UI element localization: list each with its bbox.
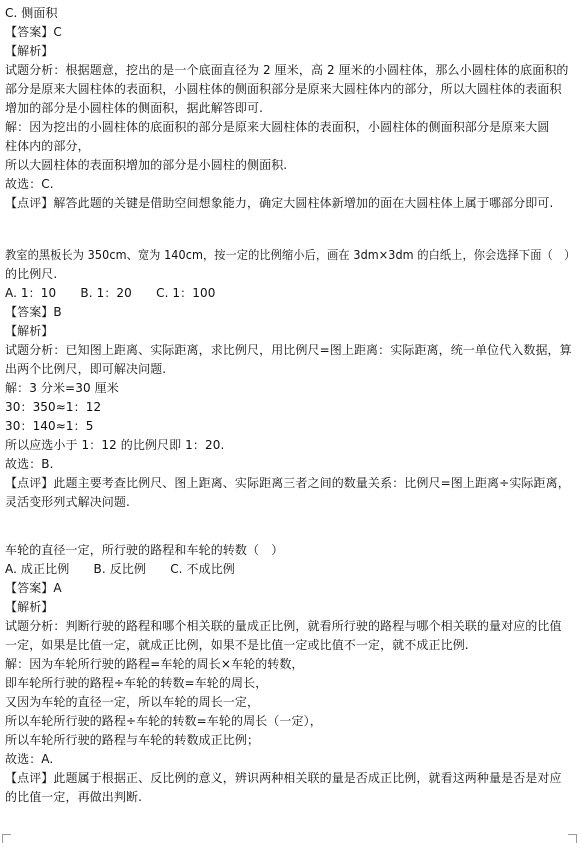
answer-3: 【答案】A [5, 581, 62, 595]
question-2-line: 教室的黑板长为 350cm、宽为 140cm，按一定的比例缩小后，画在 3dm×3dm 的白纸上，你会选择下面（ ） [5, 248, 576, 262]
solution-1-line: 柱体内的部分， [5, 139, 90, 153]
solution-3-line: 即车轮所行驶的路程÷车轮的转数=车轮的周长， [5, 676, 268, 690]
answer-1: 【答案】C [5, 25, 62, 39]
solution-3-line: 解：因为车轮所行驶的路程=车轮的周长×车轮的转数， [5, 657, 304, 671]
solution-1-line: 所以大圆柱体的表面积增加的部分是小圆柱的侧面积. [5, 158, 288, 172]
solution-2-line: 解：3 分米=30 厘米 [5, 381, 119, 395]
comment-1: 【点评】解答此题的关键是借助空间想象能力，确定大圆柱体新增加的面在大圆柱体上属于哪部分即可. [5, 196, 554, 210]
solution-1-line: 解：因为挖出的小圆柱体的底面积的部分是原来大圆柱体的表面积，小圆柱体的侧面积部分是原来大圆 [5, 120, 550, 134]
analysis-header-2: 【解析】 [5, 324, 54, 338]
analysis-3-line: 试题分析：判断行驶的路程和哪个相关联的量成正比例，就看所行驶的路程与哪个相关联的量对应的比值 [5, 619, 562, 633]
question-3: 车轮的直径一定，所行驶的路程和车轮的转数（ ） [5, 543, 284, 557]
comment-2-line: 灵活变形列式解决问题. [5, 495, 130, 509]
analysis-1-line: 部分是原来大圆柱体的表面积，小圆柱体的侧面积部分是原来大圆柱体内的部分，所以大圆柱体的表面积 [5, 82, 562, 96]
solution-2-line: 30：140≈1：5 [5, 419, 94, 433]
solution-3-line: 所以车轮所行驶的路程与车轮的转数成正比例； [5, 733, 260, 747]
analysis-header-1: 【解析】 [5, 44, 54, 58]
choose-2: 故选：B. [5, 457, 54, 471]
answer-2: 【答案】B [5, 305, 62, 319]
option-c: C. 侧面积 [5, 6, 58, 20]
corner-mark-right [568, 834, 577, 843]
solution-2-line: 所以应选小于 1：12 的比例尺即 1：20. [5, 438, 225, 452]
solution-2-line: 30：350≈1：12 [5, 400, 102, 414]
analysis-3-line: 一定，如果是比值一定，就成正比例，如果不是比值一定或比值不一定，就不成正比例. [5, 638, 469, 652]
solution-3-line: 又因为车轮的直径一定，所以车轮的周长一定， [5, 695, 260, 709]
options-3: A. 成正比例 B. 反比例 C. 不成比例 [5, 562, 235, 576]
analysis-1-line: 试题分析：根据题意，挖出的是一个底面直径为 2 厘米，高 2 厘米的小圆柱体，那么小圆柱体的底面积的 [5, 63, 569, 77]
analysis-2-line: 出两个比例尺，即可解决问题. [5, 362, 167, 376]
comment-3-line: 【点评】此题属于根据正、反比例的意义，辨识两种相关联的量是否成正比例，就看这两种量是否是对应 [5, 771, 562, 785]
comment-2-line: 【点评】此题主要考查比例尺、图上距离、实际距离三者之间的数量关系：比例尺=图上距离÷实际距离， [5, 476, 570, 490]
comment-3-line: 的比值一定，再做出判断. [5, 790, 143, 804]
analysis-1-line: 增加的部分是小圆柱体的侧面积，据此解答即可. [5, 101, 264, 115]
question-2-line: 的比例尺. [5, 267, 58, 281]
analysis-2-line: 试题分析：已知图上距离、实际距离，求比例尺，用比例尺=图上距离：实际距离，统一单位代入数据，算 [5, 343, 572, 357]
options-2: A. 1：10 B. 1：20 C. 1：100 [5, 286, 216, 300]
solution-3-line: 所以车轮所行驶的路程÷车轮的转数=车轮的周长（一定）， [5, 714, 322, 728]
choose-3: 故选：A. [5, 752, 54, 766]
corner-mark-left [2, 834, 11, 843]
choose-1: 故选：C. [5, 177, 54, 191]
analysis-header-3: 【解析】 [5, 600, 54, 614]
